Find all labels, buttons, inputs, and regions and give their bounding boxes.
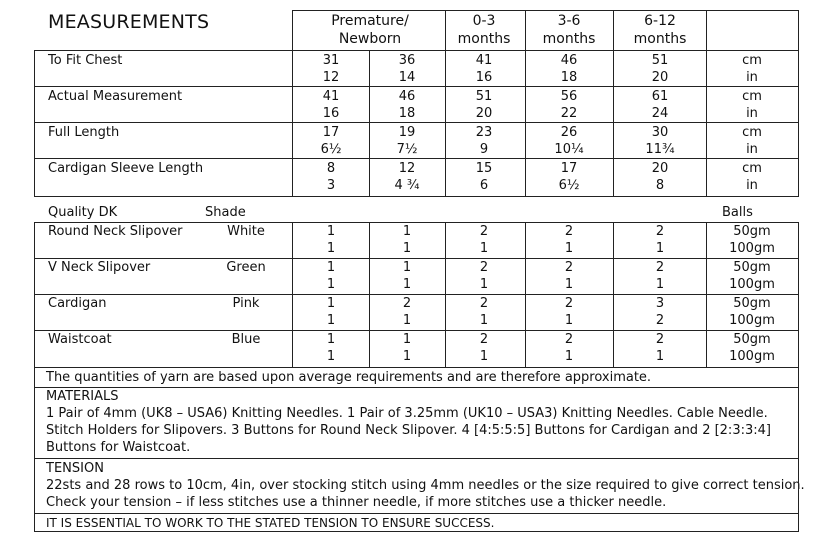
unit-label: in: [746, 142, 758, 157]
yarn-quantity: 1: [326, 313, 336, 328]
size-header-0-3-line1: 0-3: [472, 13, 496, 29]
yarn-quantity: 2: [655, 313, 665, 328]
yarn-quantity: 2: [655, 260, 665, 275]
yarn-quantity: 1: [564, 313, 574, 328]
yarn-quantity: 1: [655, 241, 665, 256]
table-border: [34, 222, 799, 223]
size-header-newborn-line1: Premature/: [331, 13, 409, 29]
size-header-6-12-line2: months: [633, 31, 687, 47]
yarn-ball-weight: 100gm: [729, 277, 775, 292]
measurement-value: 3: [326, 178, 336, 193]
table-border: [445, 222, 446, 367]
table-border: [525, 10, 526, 196]
measurement-value: 16: [475, 70, 493, 85]
size-header-0-3-line2: months: [457, 31, 511, 47]
measurement-value: 9: [479, 142, 489, 157]
table-border: [798, 10, 799, 196]
measurement-value: 4 ¾: [394, 178, 420, 193]
measurement-label: To Fit Chest: [48, 53, 123, 68]
yarn-quantity: 1: [326, 224, 336, 239]
table-border: [34, 50, 35, 196]
yarn-quantity: 1: [479, 313, 489, 328]
materials-line: 1 Pair of 4mm (UK8 – USA6) Knitting Needles. 1 Pair of 3.25mm (UK10 – USA3) Knitting Needles. Cable Needle.: [46, 406, 768, 421]
yarn-quantity: 1: [655, 349, 665, 364]
measurement-value: 30: [651, 125, 669, 140]
table-border: [292, 10, 799, 11]
yarn-quantity: 1: [564, 241, 574, 256]
measurement-label: Cardigan Sleeve Length: [48, 161, 204, 176]
measurement-value: 22: [560, 106, 578, 121]
measurement-value: 6: [479, 178, 489, 193]
yarn-quality-header: Quality DK: [48, 205, 118, 220]
table-border: [613, 222, 614, 367]
yarn-quantity: 1: [479, 349, 489, 364]
yarn-quantity: 2: [479, 224, 489, 239]
unit-label: in: [746, 106, 758, 121]
measurement-value: 26: [560, 125, 578, 140]
measurement-value: 20: [475, 106, 493, 121]
measurement-value: 20: [651, 70, 669, 85]
yarn-quantity: 1: [402, 277, 412, 292]
yarn-quantity: 2: [479, 296, 489, 311]
measurement-value: 24: [651, 106, 669, 121]
table-border: [292, 222, 293, 367]
yarn-note: The quantities of yarn are based upon average requirements and are therefore approximate.: [46, 370, 652, 385]
table-border: [34, 122, 799, 123]
measurement-value: 41: [475, 53, 493, 68]
size-header-3-6-line2: months: [542, 31, 596, 47]
measurement-value: 17: [322, 125, 340, 140]
yarn-quantity: 1: [564, 349, 574, 364]
yarn-garment-label: Round Neck Slipover: [48, 224, 183, 239]
measurement-value: 46: [398, 89, 416, 104]
tension-line: 22sts and 28 rows to 10cm, 4in, over stocking stitch using 4mm needles or the size required to give correct tension.: [46, 478, 805, 493]
yarn-quantity: 2: [564, 260, 574, 275]
yarn-shade: Blue: [231, 332, 261, 347]
yarn-quantity: 1: [402, 349, 412, 364]
table-border: [292, 10, 293, 196]
measurement-value: 18: [398, 106, 416, 121]
table-border: [34, 50, 799, 51]
yarn-garment-label: Cardigan: [48, 296, 107, 311]
table-border: [445, 10, 446, 196]
table-border: [798, 222, 799, 531]
table-border: [34, 86, 799, 87]
measurement-value: 12: [322, 70, 340, 85]
table-border: [706, 10, 707, 196]
yarn-quantity: 2: [564, 332, 574, 347]
measurement-value: 51: [475, 89, 493, 104]
size-header-3-6-line1: 3-6: [557, 13, 581, 29]
yarn-garment-label: Waistcoat: [48, 332, 112, 347]
yarn-quantity: 2: [479, 260, 489, 275]
yarn-quantity: 1: [326, 260, 336, 275]
table-border: [34, 513, 799, 514]
table-border: [34, 330, 799, 331]
unit-label: in: [746, 178, 758, 193]
unit-label: cm: [742, 89, 762, 104]
yarn-quantity: 1: [326, 349, 336, 364]
table-border: [613, 10, 614, 196]
table-border: [369, 50, 370, 196]
tension-heading: TENSION: [46, 461, 104, 476]
yarn-quantity: 1: [326, 241, 336, 256]
measurement-value: 20: [651, 161, 669, 176]
yarn-ball-weight: 100gm: [729, 241, 775, 256]
yarn-quantity: 3: [655, 296, 665, 311]
table-border: [34, 387, 799, 388]
yarn-shade-header: Shade: [205, 205, 246, 220]
yarn-quantity: 1: [402, 313, 412, 328]
measurement-value: 7½: [396, 142, 418, 157]
yarn-quantity: 2: [655, 224, 665, 239]
measurement-value: 12: [398, 161, 416, 176]
table-border: [34, 367, 799, 368]
yarn-shade: White: [227, 224, 265, 239]
measurement-value: 6½: [320, 142, 342, 157]
yarn-shade: Green: [226, 260, 266, 275]
measurement-value: 31: [322, 53, 340, 68]
table-border: [706, 222, 707, 367]
table-border: [369, 222, 370, 367]
measurement-value: 51: [651, 53, 669, 68]
materials-heading: MATERIALS: [46, 389, 119, 404]
table-border: [34, 294, 799, 295]
table-border: [34, 196, 799, 197]
unit-label: cm: [742, 53, 762, 68]
yarn-quantity: 1: [402, 241, 412, 256]
table-border: [34, 531, 799, 532]
yarn-balls-header: Balls: [722, 205, 753, 220]
yarn-quantity: 1: [479, 241, 489, 256]
yarn-ball-weight: 50gm: [733, 296, 771, 311]
yarn-quantity: 1: [326, 332, 336, 347]
measurements-title: MEASUREMENTS: [48, 11, 210, 33]
yarn-quantity: 1: [655, 277, 665, 292]
unit-label: cm: [742, 161, 762, 176]
yarn-quantity: 1: [402, 224, 412, 239]
table-border: [525, 222, 526, 367]
measurement-value: 36: [398, 53, 416, 68]
yarn-quantity: 1: [402, 332, 412, 347]
yarn-garment-label: V Neck Slipover: [48, 260, 151, 275]
unit-label: cm: [742, 125, 762, 140]
measurement-value: 46: [560, 53, 578, 68]
measurement-value: 56: [560, 89, 578, 104]
yarn-quantity: 1: [479, 277, 489, 292]
size-header-6-12-line1: 6-12: [644, 13, 676, 29]
tension-warning: IT IS ESSENTIAL TO WORK TO THE STATED TENSION TO ENSURE SUCCESS.: [46, 516, 495, 530]
materials-line: Stitch Holders for Slipovers. 3 Buttons for Round Neck Slipover. 4 [4:5:5:5] Buttons for Cardigan and 2 [2:3:3:4]: [46, 423, 771, 438]
measurement-value: 16: [322, 106, 340, 121]
materials-line: Buttons for Waistcoat.: [46, 440, 191, 455]
measurement-value: 11¾: [645, 142, 675, 157]
yarn-quantity: 2: [564, 296, 574, 311]
measurement-value: 61: [651, 89, 669, 104]
table-border: [34, 458, 799, 459]
size-header-newborn-line2: Newborn: [338, 31, 402, 47]
measurement-value: 15: [475, 161, 493, 176]
unit-label: in: [746, 70, 758, 85]
measurement-value: 18: [560, 70, 578, 85]
measurement-value: 8: [655, 178, 665, 193]
yarn-ball-weight: 50gm: [733, 332, 771, 347]
measurement-label: Full Length: [48, 125, 120, 140]
measurement-value: 14: [398, 70, 416, 85]
measurement-value: 23: [475, 125, 493, 140]
yarn-ball-weight: 50gm: [733, 260, 771, 275]
measurement-value: 41: [322, 89, 340, 104]
measurement-value: 6½: [558, 178, 580, 193]
table-border: [34, 158, 799, 159]
table-border: [34, 222, 35, 531]
measurement-label: Actual Measurement: [48, 89, 183, 104]
yarn-ball-weight: 100gm: [729, 313, 775, 328]
yarn-quantity: 1: [326, 277, 336, 292]
yarn-ball-weight: 50gm: [733, 224, 771, 239]
yarn-quantity: 2: [402, 296, 412, 311]
yarn-quantity: 2: [655, 332, 665, 347]
yarn-quantity: 2: [479, 332, 489, 347]
yarn-quantity: 1: [564, 277, 574, 292]
measurement-value: 8: [326, 161, 336, 176]
yarn-shade: Pink: [232, 296, 260, 311]
yarn-quantity: 1: [326, 296, 336, 311]
yarn-quantity: 2: [564, 224, 574, 239]
measurement-value: 10¼: [554, 142, 584, 157]
yarn-quantity: 1: [402, 260, 412, 275]
measurement-value: 19: [398, 125, 416, 140]
table-border: [34, 258, 799, 259]
measurement-value: 17: [560, 161, 578, 176]
tension-line: Check your tension – if less stitches use a thinner needle, if more stitches use a thicker needle.: [46, 495, 667, 510]
yarn-ball-weight: 100gm: [729, 349, 775, 364]
